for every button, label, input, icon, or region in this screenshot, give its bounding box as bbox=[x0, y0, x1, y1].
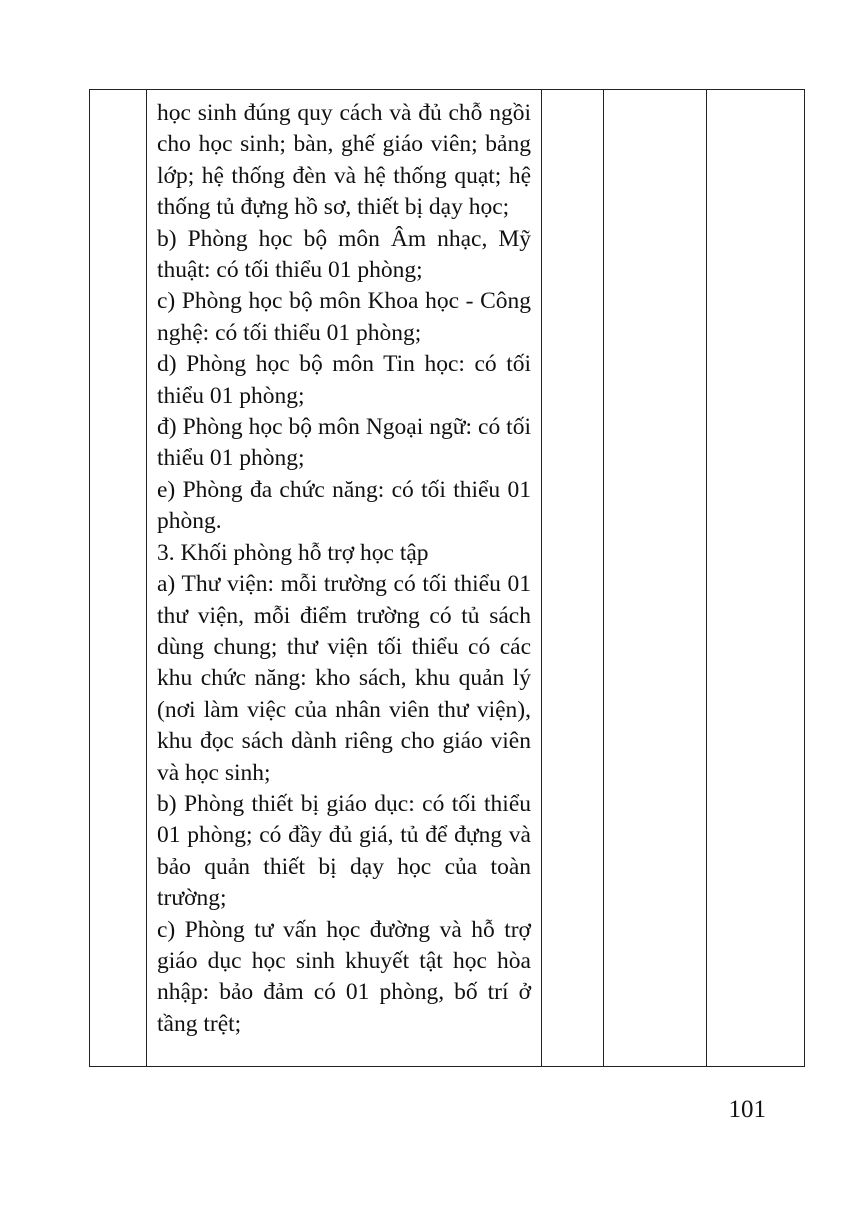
empty-cell-c bbox=[707, 90, 805, 1067]
content-paragraph: b) Phòng thiết bị giáo dục: có tối thiểu 01 phòng; có đầy đủ giá, tủ để đựng và bảo quản thiết bị dạy học của toàn trường; bbox=[157, 790, 531, 912]
content-paragraph: đ) Phòng học bộ môn Ngoại ngữ: có tối thiểu 01 phòng; bbox=[157, 414, 531, 472]
content-cell bbox=[147, 90, 542, 1067]
content-paragraph: c) Phòng học bộ môn Khoa học - Công nghệ: có tối thiểu 01 phòng; bbox=[157, 288, 531, 346]
empty-cell-a bbox=[542, 90, 604, 1067]
empty-cell-index bbox=[90, 90, 147, 1067]
content-paragraph: c) Phòng tư vấn học đường và hỗ trợ giáo dục học sinh khuyết tật học hòa nhập: bảo đảm có 01 phòng, bố trí ở tầng trệt; bbox=[157, 916, 531, 1037]
table-row bbox=[90, 90, 805, 1067]
content-paragraph: b) Phòng học bộ môn Âm nhạc, Mỹ thuật: có tối thiểu 01 phòng; bbox=[157, 225, 531, 284]
empty-cell-b bbox=[604, 90, 707, 1067]
criteria-table bbox=[89, 89, 805, 1067]
content-paragraph: học sinh đúng quy cách và đủ chỗ ngồi cho học sinh; bàn, ghế giáo viên; bảng lớp; hệ thống đèn và hệ thống quạt; hệ thống tủ đựng hồ sơ, thiết bị dạy học; bbox=[157, 100, 531, 221]
content-paragraph: d) Phòng học bộ môn Tin học: có tối thiểu 01 phòng; bbox=[157, 351, 531, 409]
section-heading: 3. Khối phòng hỗ trợ học tập bbox=[157, 539, 429, 566]
content-paragraph: a) Thư viện: mỗi trường có tối thiểu 01 thư viện, mỗi điểm trường có tủ sách dùng chung; thư viện tối thiểu có các khu chức năng: kho sách, khu quản lý (nơi làm việc của nhân viên thư viện), khu đọc sách dành riêng cho giáo viên và học sinh; bbox=[157, 571, 531, 786]
page-number: 101 bbox=[728, 1096, 766, 1123]
content-paragraph: e) Phòng đa chức năng: có tối thiểu 01 phòng. bbox=[157, 476, 531, 535]
